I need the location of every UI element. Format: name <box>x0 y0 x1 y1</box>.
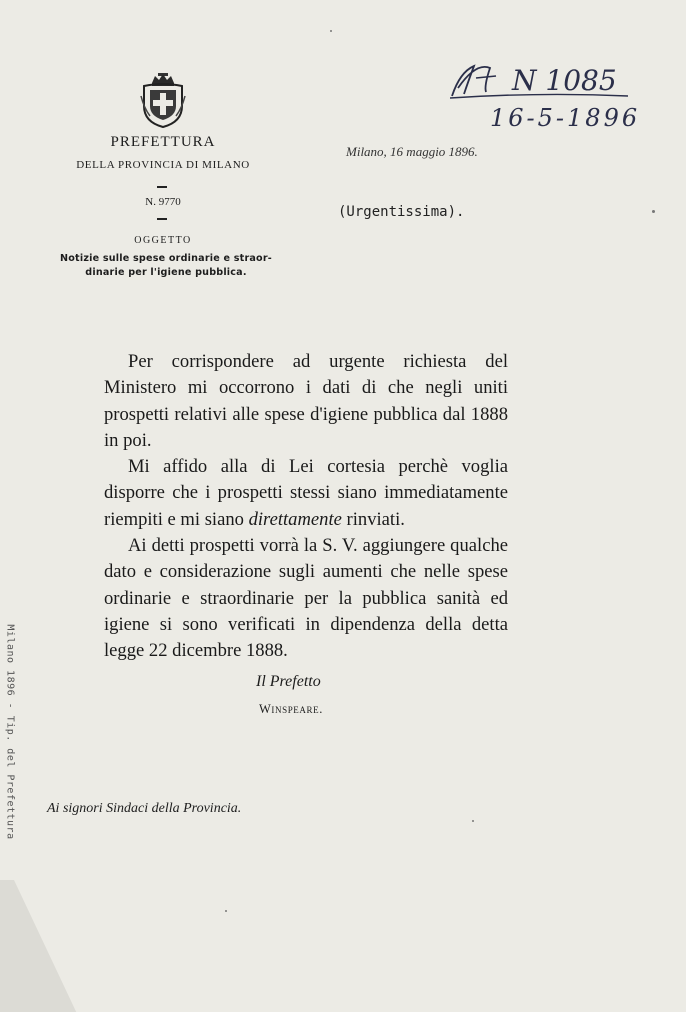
urgency-note: (Urgentissima). <box>338 204 465 220</box>
letter-body <box>104 349 508 665</box>
protocol-number: N. 9770 <box>145 196 181 208</box>
registry-number-text: N 1085 <box>512 64 617 97</box>
divider-dash <box>157 218 167 220</box>
printer-margin-text: Milano 1896 - Tip. del Prefettura <box>4 624 16 840</box>
emphasized-word: direttamente <box>248 508 342 530</box>
paper-speck <box>652 210 655 213</box>
subject-text <box>46 252 286 280</box>
subject-heading: OGGETTO <box>134 235 192 246</box>
subject-line: dinarie per l'igiene pubblica. <box>85 267 247 278</box>
registry-date-text: 16-5-1896 <box>490 104 641 132</box>
printer-margin-note <box>2 622 18 842</box>
handwritten-registry-date <box>486 100 656 136</box>
body-paragraph: Per corrispondere ad urgente richiesta del Ministero mi occorrono i dati di che negli uniti prospetti relativi alle spese d'igiene pubblica dal 1888 in poi. <box>104 351 508 451</box>
subject-line: Notizie sulle spese ordinarie e straor- <box>60 253 272 264</box>
province-title: DELLA PROVINCIA DI MILANO <box>76 159 250 171</box>
signature-title: Il Prefetto <box>256 673 321 690</box>
torn-corner <box>0 880 80 1012</box>
signature-name: Winspeare. <box>259 702 323 716</box>
addressee: Ai signori Sindaci della Provincia. <box>47 801 242 816</box>
body-text-segment: Mi affido alla di Lei cortesia perchè voglia disporre che i prospetti stessi siano immediatamente riempiti e mi siano <box>104 456 508 530</box>
divider-dash <box>157 186 167 188</box>
date-line: Milano, 16 maggio 1896. <box>346 144 478 159</box>
paper-speck <box>225 910 227 912</box>
handwritten-registry-number <box>450 60 630 100</box>
body-text-segment: rinviati. <box>341 508 405 530</box>
paper-speck <box>330 30 332 32</box>
paper-speck <box>472 820 474 822</box>
body-paragraph: Ai detti prospetti vorrà la S. V. aggiungere qualche dato e considerazione sugli aumenti che nelle spese ordinarie e straordinarie per la pubblica sanità ed igiene si sono verificati in dipendenza della detta legge 22 dicembre 1888. <box>104 535 508 662</box>
coat-of-arms-icon <box>140 72 186 128</box>
body-paragraph <box>104 454 508 533</box>
office-title: PREFETTURA <box>110 134 216 150</box>
